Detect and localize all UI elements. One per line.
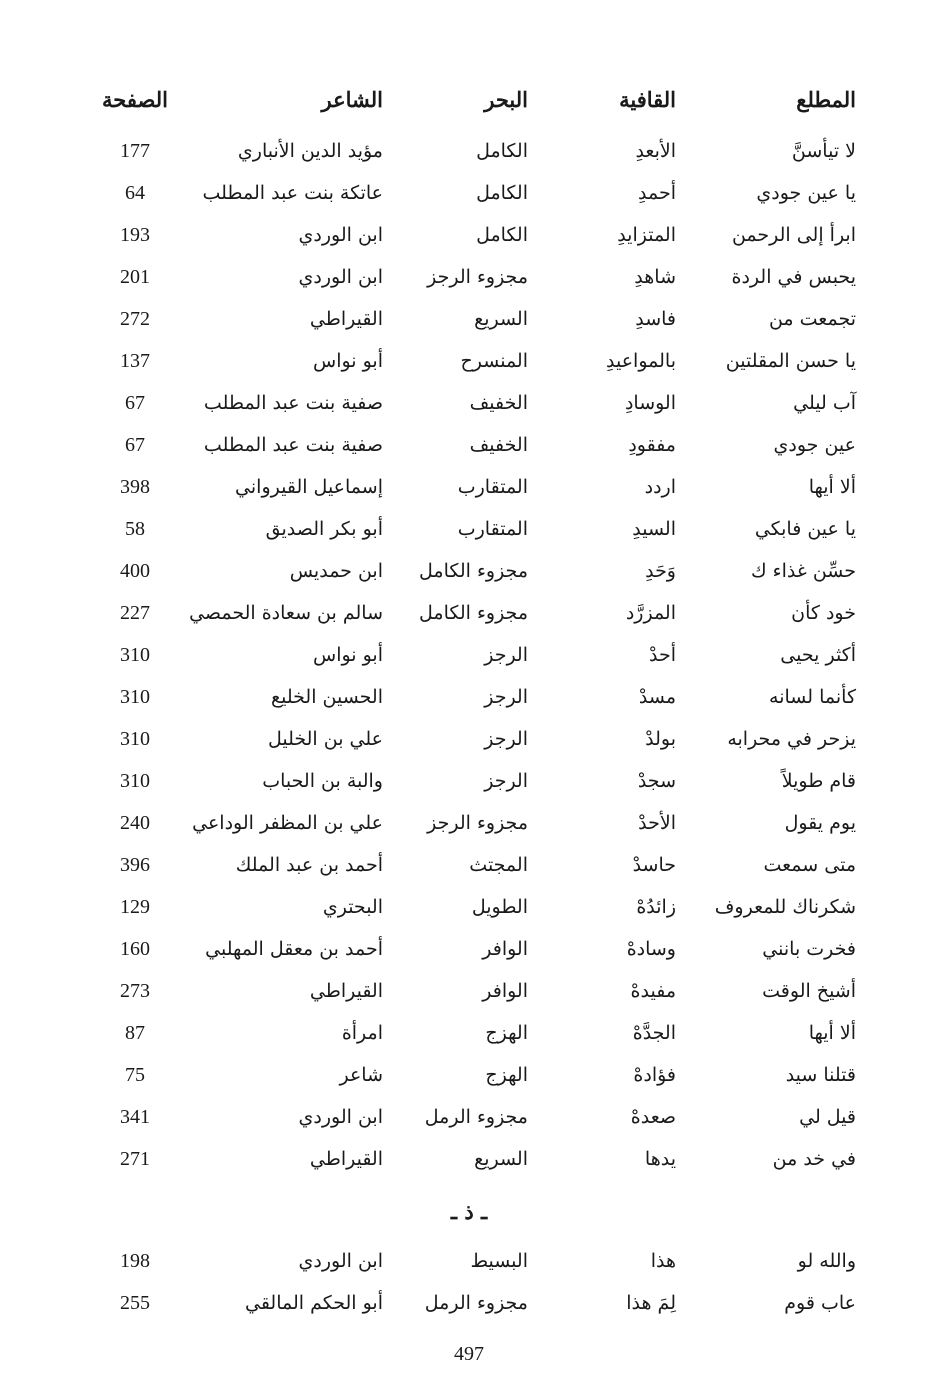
table-row: [0, 1139, 938, 1179]
bahr-cell: الطويل: [471, 896, 528, 918]
shaer-cell: ابن الوردي: [298, 1250, 383, 1272]
bahr-cell: الهزج: [485, 1064, 528, 1086]
shaer-cell: أبو بكر الصديق: [265, 518, 383, 540]
matla-cell: يحبس في الردة: [731, 266, 856, 288]
header-bahr: البحر: [484, 87, 528, 112]
matla-cell: أكثر يحيى: [780, 644, 856, 666]
bahr-cell: مجزوء الرجز: [427, 812, 528, 834]
shaer-cell: القيراطي: [309, 980, 383, 1002]
shaer-cell: سالم بن سعادة الحمصي: [189, 602, 383, 624]
bahr-cell: المجتث: [469, 854, 528, 876]
page-number: 497: [454, 1343, 484, 1365]
bahr-cell: الخفيف: [469, 392, 528, 414]
matla-cell: عين جودي: [773, 434, 856, 456]
page-cell: 58: [125, 518, 145, 540]
header-page: الصفحة: [102, 88, 168, 112]
qafia-cell: بولدْ: [645, 728, 676, 750]
page-cell: 271: [120, 1148, 150, 1170]
shaer-cell: ابن الوردي: [298, 266, 383, 288]
shaer-cell: إسماعيل القيرواني: [235, 476, 383, 498]
table-row: [0, 131, 938, 171]
page-cell: 160: [120, 938, 150, 960]
qafia-cell: لِمَ هذا: [626, 1292, 676, 1314]
page-cell: 64: [125, 182, 145, 204]
matla-cell: يا حسن المقلتين: [725, 350, 856, 372]
header-qafia: القافية: [619, 87, 676, 112]
qafia-cell: مسدْ: [638, 686, 676, 708]
page-cell: 129: [120, 896, 150, 918]
shaer-cell: الحسين الخليع: [271, 686, 383, 708]
matla-cell: يزحر في محرابه: [727, 728, 856, 750]
page-cell: 255: [120, 1292, 150, 1314]
matla-cell: قتلنا سيد: [785, 1064, 856, 1086]
bahr-cell: الرجز: [484, 644, 528, 666]
qafia-cell: المزرَّد: [625, 602, 676, 624]
matla-cell: خود كأن: [791, 602, 856, 624]
table-row: [0, 467, 938, 507]
qafia-cell: السيدِ: [632, 518, 676, 540]
page-cell: 398: [120, 476, 150, 498]
page-cell: 310: [120, 770, 150, 792]
shaer-cell: صفية بنت عبد المطلب: [203, 392, 383, 414]
shaer-cell: امرأة: [341, 1022, 383, 1044]
matla-cell: في خد من: [772, 1148, 856, 1170]
page-cell: 310: [120, 686, 150, 708]
table-row: [0, 341, 938, 381]
bahr-cell: الخفيف: [469, 434, 528, 456]
matla-cell: شكرناك للمعروف: [714, 896, 856, 918]
table-row: [0, 551, 938, 591]
qafia-cell: اردد: [644, 476, 676, 498]
page-cell: 75: [125, 1064, 145, 1086]
table-row: [0, 887, 938, 927]
bahr-cell: الكامل: [476, 140, 528, 162]
shaer-cell: أبو نواس: [313, 644, 383, 666]
bahr-cell: المنسرح: [460, 350, 528, 372]
matla-cell: يا عين فابكي: [754, 518, 856, 540]
table-row: [0, 1283, 938, 1323]
matla-cell: حسِّن غذاء ك: [750, 560, 856, 582]
bahr-cell: الكامل: [476, 224, 528, 246]
bahr-cell: الهزج: [485, 1022, 528, 1044]
table-row: [0, 1013, 938, 1053]
table-row: [0, 383, 938, 423]
page-cell: 67: [125, 434, 145, 456]
matla-cell: أشيخ الوقت: [762, 980, 856, 1002]
bahr-cell: الوافر: [482, 980, 528, 1002]
shaer-cell: القيراطي: [309, 1148, 383, 1170]
qafia-cell: أحدْ: [649, 644, 676, 666]
bahr-cell: الكامل: [476, 182, 528, 204]
table-row: [0, 1055, 938, 1095]
shaer-cell: أحمد بن عبد الملك: [235, 854, 383, 876]
bahr-cell: مجزوء الرمل: [424, 1292, 528, 1314]
page-cell: 87: [125, 1022, 145, 1044]
table-row: [0, 677, 938, 717]
bahr-cell: الرجز: [484, 686, 528, 708]
matla-cell: والله لو: [797, 1250, 856, 1272]
table-row: [0, 215, 938, 255]
bahr-cell: المتقارب: [457, 476, 528, 498]
matla-cell: ألا أيها: [808, 1022, 856, 1044]
shaer-cell: صفية بنت عبد المطلب: [203, 434, 383, 456]
bahr-cell: الوافر: [482, 938, 528, 960]
page-cell: 341: [120, 1106, 150, 1128]
shaer-cell: ابن حمديس: [289, 560, 383, 582]
table-row: [0, 425, 938, 465]
bahr-cell: السريع: [474, 308, 528, 330]
table-row: [0, 1241, 938, 1281]
shaer-cell: أبو نواس: [313, 350, 383, 372]
shaer-cell: القيراطي: [309, 308, 383, 330]
bahr-cell: الرجز: [484, 770, 528, 792]
page-cell: 137: [120, 350, 150, 372]
page-cell: 67: [125, 392, 145, 414]
shaer-cell: ابن الوردي: [298, 224, 383, 246]
bahr-cell: البسيط: [470, 1250, 528, 1272]
bahr-cell: مجزوء الكامل: [419, 602, 528, 624]
qafia-cell: سجدْ: [637, 770, 676, 792]
table-row: [0, 509, 938, 549]
qafia-cell: بالمواعيدِ: [606, 350, 676, 372]
qafia-cell: وسادهْ: [626, 938, 676, 960]
table-row: [0, 971, 938, 1011]
page-cell: 227: [120, 602, 150, 624]
shaer-cell: البحتري: [322, 896, 383, 918]
page-cell: 177: [120, 140, 150, 162]
table-row: [0, 719, 938, 759]
qafia-cell: مفيدهْ: [630, 980, 676, 1002]
qafia-cell: هذا: [650, 1250, 676, 1272]
page-cell: 273: [120, 980, 150, 1002]
matla-cell: ابرأ إلى الرحمن: [731, 224, 856, 246]
table-header: [0, 80, 938, 120]
shaer-cell: عاتكة بنت عبد المطلب: [202, 182, 383, 204]
page-cell: 201: [120, 266, 150, 288]
qafia-cell: فاسدِ: [635, 308, 676, 330]
matla-cell: قيل لي: [799, 1106, 856, 1128]
header-matla: المطلع: [796, 87, 856, 112]
matla-cell: قام طويلاً: [781, 770, 856, 792]
shaer-cell: أحمد بن معقل المهلبي: [205, 938, 383, 960]
qafia-cell: حاسدْ: [632, 854, 676, 876]
bahr-cell: مجزوء الرجز: [427, 266, 528, 288]
qafia-cell: شاهدِ: [634, 266, 676, 288]
matla-cell: تجمعت من: [768, 308, 856, 330]
shaer-cell: شاعر: [339, 1064, 383, 1086]
table-row: [0, 173, 938, 213]
table-row: [0, 257, 938, 297]
matla-cell: ألا أيها: [808, 476, 856, 498]
bahr-cell: السريع: [474, 1148, 528, 1170]
matla-cell: لا تيأسنَّ: [791, 140, 856, 162]
matla-cell: يا عين جودي: [756, 182, 856, 204]
matla-cell: كأنما لسانه: [769, 686, 856, 708]
qafia-cell: فؤادهْ: [633, 1064, 676, 1086]
qafia-cell: وَحَدِ: [645, 560, 676, 582]
bahr-cell: مجزوء الرمل: [424, 1106, 528, 1128]
section-heading-dhal: ـ ذ ـ: [450, 1199, 488, 1224]
qafia-cell: أحمدِ: [638, 182, 676, 204]
table-row: [0, 593, 938, 633]
page-cell: 396: [120, 854, 150, 876]
table-row: [0, 845, 938, 885]
page-cell: 400: [120, 560, 150, 582]
shaer-cell: علي بن الخليل: [267, 728, 383, 750]
bahr-cell: المتقارب: [457, 518, 528, 540]
qafia-cell: زائدُهْ: [636, 896, 676, 918]
bahr-cell: مجزوء الكامل: [419, 560, 528, 582]
table-row: [0, 635, 938, 675]
qafia-cell: الأبعدِ: [635, 140, 676, 162]
bahr-cell: الرجز: [484, 728, 528, 750]
matla-cell: آب ليلي: [793, 392, 856, 414]
matla-cell: متى سمعت: [763, 854, 856, 876]
shaer-cell: والبة بن الحباب: [262, 770, 383, 792]
table-row: [0, 1097, 938, 1137]
page-cell: 193: [120, 224, 150, 246]
qafia-cell: الأحدْ: [638, 812, 676, 834]
matla-cell: فخرت بانني: [762, 938, 856, 960]
table-row: [0, 761, 938, 801]
page-cell: 310: [120, 728, 150, 750]
shaer-cell: ابن الوردي: [298, 1106, 383, 1128]
header-shaer: الشاعر: [321, 87, 383, 112]
qafia-cell: الوسادِ: [624, 392, 676, 414]
table-row: [0, 929, 938, 969]
matla-cell: عاب قوم: [784, 1292, 856, 1314]
page-cell: 272: [120, 308, 150, 330]
shaer-cell: علي بن المظفر الوداعي: [192, 812, 383, 834]
shaer-cell: مؤيد الدين الأنباري: [237, 140, 383, 162]
qafia-cell: يدها: [644, 1148, 676, 1170]
qafia-cell: الجدَّهْ: [632, 1022, 676, 1044]
page-cell: 240: [120, 812, 150, 834]
shaer-cell: أبو الحكم المالقي: [244, 1292, 383, 1314]
qafia-cell: مفقودِ: [628, 434, 676, 456]
matla-cell: يوم يقول: [784, 812, 856, 834]
qafia-cell: صعدهْ: [630, 1106, 676, 1128]
page-cell: 198: [120, 1250, 150, 1272]
table-row: [0, 803, 938, 843]
page-cell: 310: [120, 644, 150, 666]
qafia-cell: المتزايدِ: [617, 224, 676, 246]
table-row: [0, 299, 938, 339]
